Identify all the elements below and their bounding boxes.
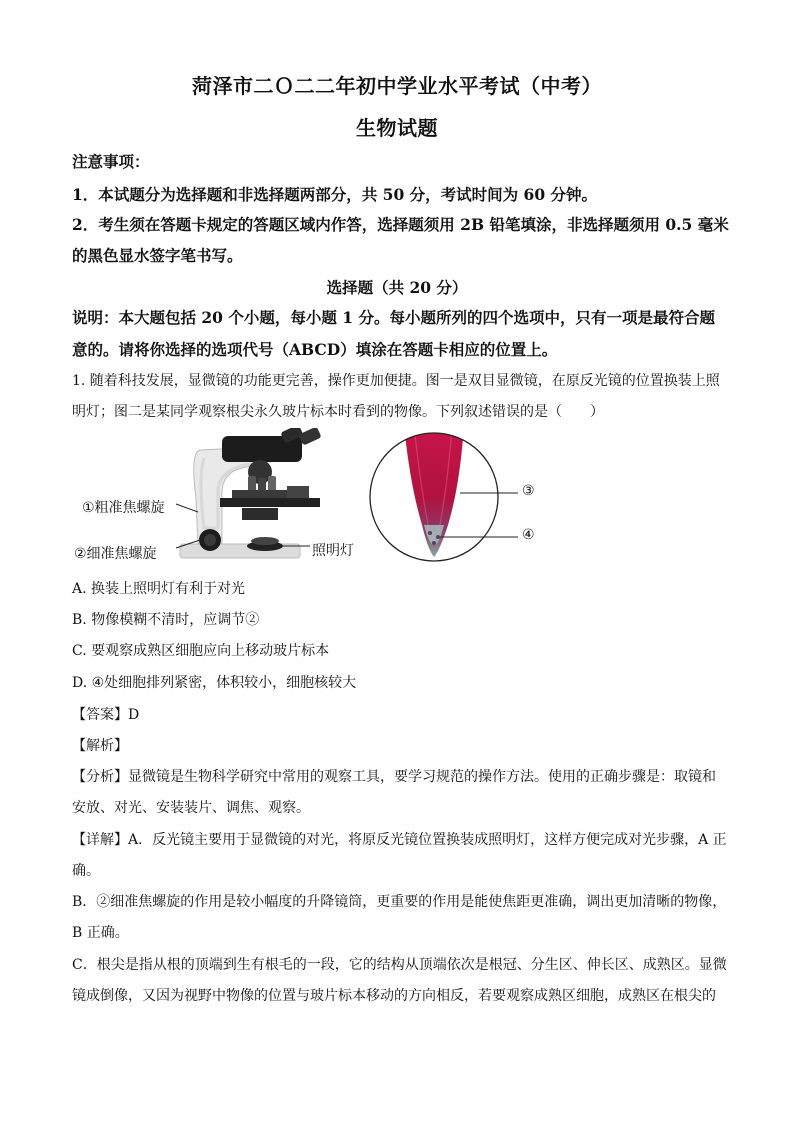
- exam-subtitle: 生物试题: [356, 116, 438, 140]
- fenxi-line1: 【分析】显微镜是生物科学研究中常用的观察工具，要学习规范的操作方法。使用的正确步骤是：取镜和: [72, 769, 716, 785]
- fine-focus-label: ②细准焦螺旋: [74, 546, 157, 562]
- option-d: D. ④处细胞排列紧密，体积较小，细胞核较大: [72, 675, 357, 691]
- question-stem-line2: 明灯；图二是某同学观察根尖永久玻片标本时看到的物像。下列叙述错误的是（ ）: [72, 404, 604, 420]
- detail-line2: 确。: [72, 863, 100, 879]
- answer: 【答案】D: [72, 707, 140, 723]
- analysis-heading: 【解析】: [72, 738, 128, 754]
- option-c: C. 要观察成熟区细胞应向上移动玻片标本: [72, 643, 330, 659]
- lamp-label: 照明灯: [312, 543, 354, 559]
- question-stem-line1: 1. 随着科技发展，显微镜的功能更完善，操作更加便捷。图一是双目显微镜，在原反光镜的位置换装上照: [72, 373, 720, 389]
- detail-b-line1: B．②细准焦螺旋的作用是较小幅度的升降镜筒，更重要的作用是能使焦距更准确，调出更加清晰的物像，: [72, 894, 727, 910]
- notice-item-2-line2: 的黑色显水签字笔书写。: [72, 246, 243, 265]
- label-3: ③: [522, 483, 535, 499]
- coarse-focus-label: ①粗准焦螺旋: [82, 500, 165, 516]
- detail-line1: 【详解】A．反光镜主要用于显微镜的对光，将原反光镜位置换装成照明灯，这样方便完成对光步骤，A 正: [72, 832, 727, 848]
- detail-b-line2: B 正确。: [72, 925, 129, 941]
- root-tip-illustration: [368, 425, 548, 575]
- root-tip-figure: [368, 425, 548, 575]
- section-desc-line2: 意的。请将你选择的选项代号（ABCD）填涂在答题卡相应的位置上。: [72, 340, 558, 359]
- microscope-figure: [72, 428, 362, 568]
- option-a: A. 换装上照明灯有利于对光: [72, 581, 246, 597]
- detail-c-line1: C．根尖是指从根的顶端到生有根毛的一段，它的结构从顶端依次是根冠、分生区、伸长区、成熟区。显微: [72, 957, 727, 973]
- section-desc-line1: 说明：本大题包括 20 个小题，每小题 1 分。每小题所列的四个选项中，只有一项是最符合题: [72, 308, 715, 327]
- notice-item-2-line1: 2．考生须在答题卡规定的答题区域内作答，选择题须用 2B 铅笔填涂，非选择题须用 0.5 毫米: [72, 215, 729, 234]
- fenxi-line2: 安放、对光、安装装片、调焦、观察。: [72, 800, 310, 816]
- notice-item-1: 1．本试题分为选择题和非选择题两部分，共 50 分，考试时间为 60 分钟。: [72, 185, 598, 204]
- notice-heading: 注意事项：: [72, 152, 150, 171]
- exam-title: 菏泽市二Ｏ二二年初中学业水平考试（中考）: [192, 74, 602, 98]
- label-4: ④: [522, 527, 535, 543]
- section-heading: 选择题（共 20 分）: [326, 278, 468, 297]
- option-b: B. 物像模糊不清时，应调节②: [72, 612, 260, 628]
- detail-c-line2: 镜成倒像，又因为视野中物像的位置与玻片标本移动的方向相反，若要观察成熟区细胞，成熟区在根尖的: [72, 988, 716, 1004]
